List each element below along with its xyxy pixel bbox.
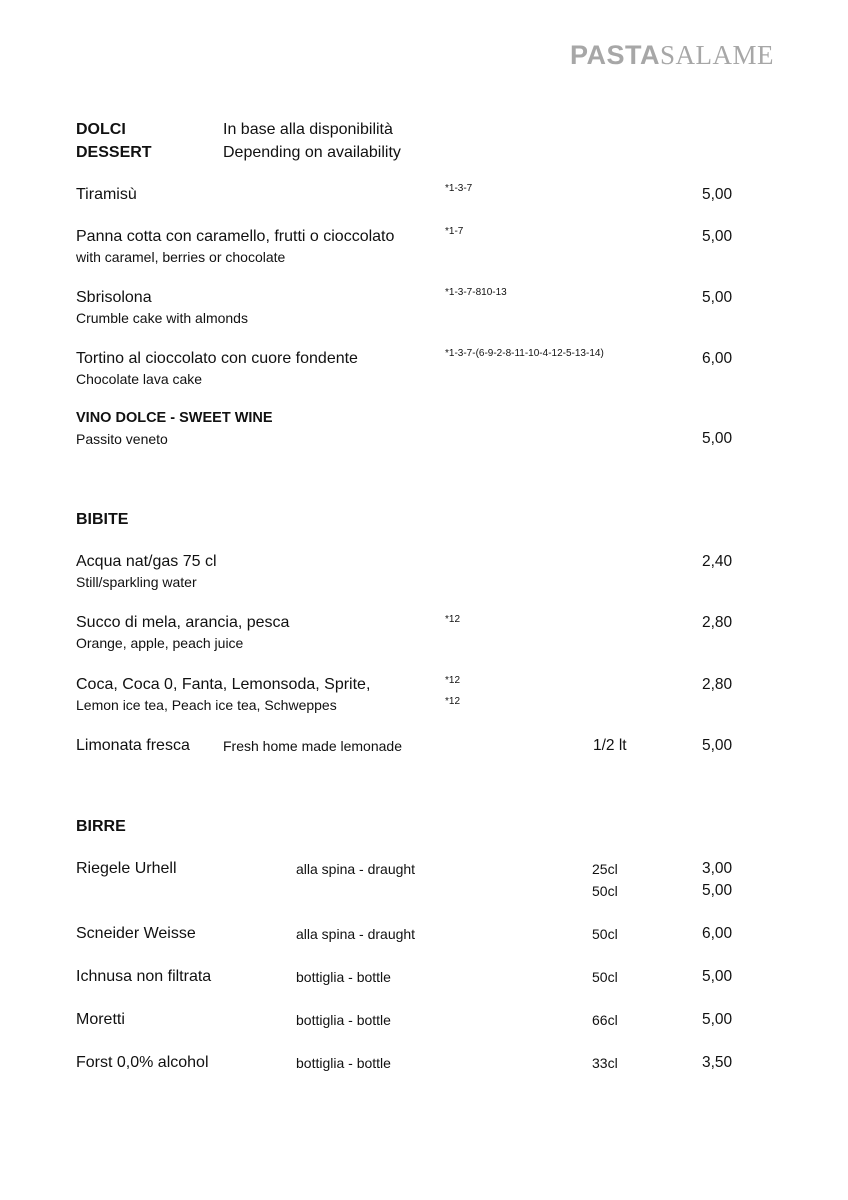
- sweet-wine-name: Passito veneto: [76, 431, 168, 447]
- beer-item-name: Riegele Urhell: [76, 860, 177, 877]
- dessert-item-allergens: *1-3-7-810-13: [445, 287, 507, 298]
- birre-title: BIRRE: [76, 818, 126, 835]
- drink-item-price: 2,80: [702, 614, 733, 631]
- beer-item-price: 5,00: [702, 1011, 733, 1028]
- dessert-item-sub: Chocolate lava cake: [76, 371, 203, 387]
- lemonade-price: 5,00: [702, 737, 733, 754]
- dessert-item-price: 5,00: [702, 186, 733, 203]
- lemonade-name: Limonata fresca: [76, 737, 190, 754]
- beer-item-price: 6,00: [702, 925, 733, 942]
- lemonade-desc: Fresh home made lemonade: [223, 738, 402, 754]
- dolci-title-en: DESSERT: [76, 144, 152, 161]
- beer-item-price-2: 5,00: [702, 882, 733, 899]
- drink-item-allergens: *12: [445, 675, 461, 686]
- beer-item-price: 3,00: [702, 860, 733, 877]
- beer-item-size: 66cl: [592, 1012, 618, 1028]
- beer-item-size: 25cl: [592, 861, 618, 877]
- beer-item-name: Moretti: [76, 1011, 125, 1028]
- dessert-item-allergens: *1-3-7: [445, 183, 473, 194]
- drink-item-name: Acqua nat/gas 75 cl: [76, 553, 217, 570]
- drink-item-sub: Still/sparkling water: [76, 574, 197, 590]
- beer-item-type: bottiglia - bottle: [296, 969, 391, 985]
- dessert-item-name: Tiramisù: [76, 186, 137, 203]
- dolci-title-it: DOLCI: [76, 121, 126, 138]
- brand-pasta: PASTA: [569, 40, 660, 70]
- dessert-item-price: 5,00: [702, 228, 733, 245]
- beer-item-type: alla spina - draught: [296, 861, 416, 877]
- beer-item-name: Ichnusa non filtrata: [76, 968, 212, 985]
- drink-item-name: Succo di mela, arancia, pesca: [76, 614, 290, 631]
- dessert-item-allergens: *1-7: [445, 226, 464, 237]
- bibite-title: BIBITE: [76, 511, 129, 528]
- lemonade-size: 1/2 lt: [593, 737, 627, 754]
- dolci-note-it: In base alla disponibilità: [223, 121, 393, 138]
- beer-item-price: 5,00: [702, 968, 733, 985]
- dessert-item-name: Panna cotta con caramello, frutti o cioccolato: [76, 228, 395, 245]
- brand-salame: SALAME: [659, 40, 774, 70]
- drink-item-price: 2,40: [702, 553, 733, 570]
- dessert-item-name: Sbrisolona: [76, 289, 152, 306]
- drink-item-sub: Lemon ice tea, Peach ice tea, Schweppes: [76, 697, 337, 713]
- sweet-wine-price: 5,00: [702, 430, 733, 447]
- dessert-item-allergens: *1-3-7-(6-9-2-8-11-10-4-12-5-13-14): [445, 348, 604, 359]
- dolci-note-en: Depending on availability: [223, 144, 401, 161]
- brand-logo: [570, 40, 774, 71]
- drink-item-price: 2,80: [702, 676, 733, 693]
- drink-item-allergens: *12: [445, 614, 461, 625]
- beer-item-name: Forst 0,0% alcohol: [76, 1054, 209, 1071]
- beer-item-type: alla spina - draught: [296, 926, 416, 942]
- beer-item-size: 50cl: [592, 926, 618, 942]
- beer-item-price: 3,50: [702, 1054, 733, 1071]
- sweet-wine-title: VINO DOLCE - SWEET WINE: [76, 410, 273, 426]
- beer-item-size-2: 50cl: [592, 883, 618, 899]
- dessert-item-price: 6,00: [702, 350, 733, 367]
- beer-item-type: bottiglia - bottle: [296, 1055, 391, 1071]
- beer-item-size: 33cl: [592, 1055, 618, 1071]
- dessert-item-name: Tortino al cioccolato con cuore fondente: [76, 350, 358, 367]
- beer-item-name: Scneider Weisse: [76, 925, 196, 942]
- dessert-item-sub: with caramel, berries or chocolate: [76, 249, 286, 265]
- drink-item-name: Coca, Coca 0, Fanta, Lemonsoda, Sprite,: [76, 676, 371, 693]
- beer-item-size: 50cl: [592, 969, 618, 985]
- dessert-item-price: 5,00: [702, 289, 733, 306]
- drink-item-allergens-2: *12: [445, 696, 461, 707]
- drink-item-sub: Orange, apple, peach juice: [76, 635, 244, 651]
- dessert-item-sub: Crumble cake with almonds: [76, 310, 248, 326]
- beer-item-type: bottiglia - bottle: [296, 1012, 391, 1028]
